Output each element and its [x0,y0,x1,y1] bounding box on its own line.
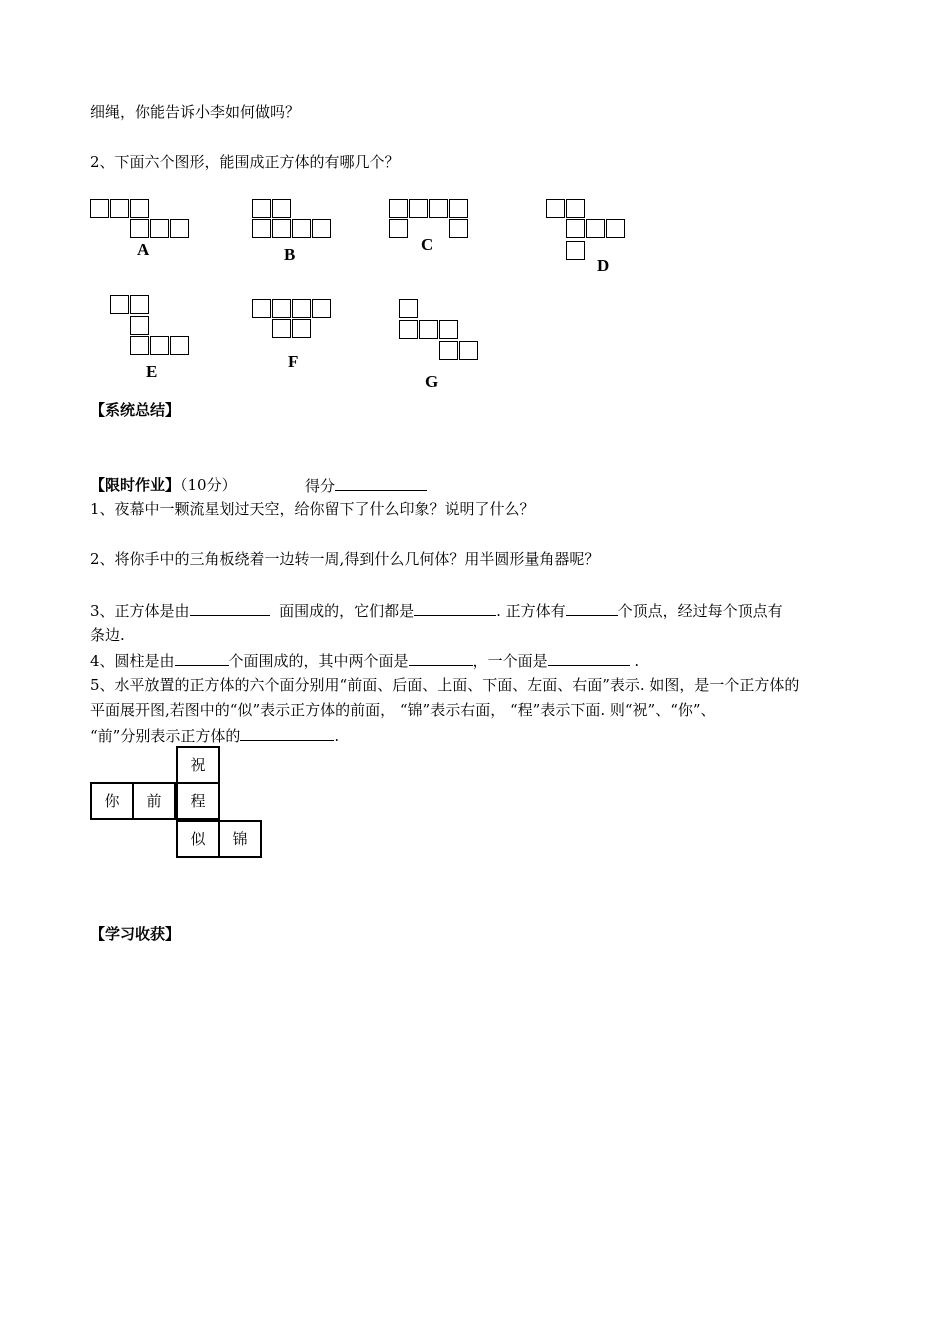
net-cell-qian: 前 [132,782,176,820]
figure-b-label: B [284,245,296,264]
figure-c-label: C [421,235,434,254]
hw3-part-a: 3、正方体是由 [90,602,190,620]
net-cell-ni: 你 [90,782,134,820]
homework-5-line-3 [90,725,339,746]
homework-time: （10分） [180,476,237,494]
hw3-blank-3[interactable] [566,600,618,616]
hw4-part-d: . [634,652,640,670]
homework-2-text: 2、将你手中的三角板绕着一边转一周,得到什么几何体？用半圆形量角器呢？ [90,550,600,568]
hw4-part-b: 个面围成的，其中两个面是 [228,652,409,670]
hw4-blank-1[interactable] [175,650,229,666]
homework-5-line-2: 平面展开图,若图中的“似”表示正方体的前面， “锦”表示右面， “程”表示下面. 则“祝”、“你”、 [90,701,716,719]
hw3-part-e: 条边. [90,626,125,644]
summary-heading: 【系统总结】 [90,401,181,419]
homework-1-text: 1、夜幕中一颗流星划过天空，给你留下了什么印象？说明了什么？ [90,500,535,518]
net-cell-cheng: 程 [176,782,220,820]
harvest-heading: 【学习收获】 [90,925,181,943]
figure-f-label: F [288,352,299,371]
net-cell-jin: 锦 [218,820,262,858]
intro-tail-text: 细绳，你能告诉小李如何做吗？ [90,103,301,121]
hw4-part-c: ，一个面是 [472,652,548,670]
figure-a-label: A [137,240,150,259]
hw3-blank-1[interactable] [190,600,270,616]
score-blank[interactable] [335,475,427,491]
figure-e-label: E [146,362,158,381]
homework-4-line [90,650,639,671]
net-cell-si: 似 [176,820,220,858]
score-label: 得分 [305,477,336,495]
net-cell-zhu: 祝 [176,746,220,784]
hw5-blank[interactable] [240,725,334,741]
figure-g-label: G [425,372,439,391]
score-field [305,475,427,496]
hw3-part-d: 个顶点，经过每个顶点有 [617,602,783,620]
hw3-part-b: 面围成的，它们都是 [279,602,415,620]
hw4-blank-2[interactable] [409,650,473,666]
hw3-blank-2[interactable] [414,600,496,616]
figure-d-label: D [597,256,610,275]
homework-5-line-1: 5、水平放置的正方体的六个面分别用“前面、后面、上面、下面、左面、右面”表示. 如图，是一个正方体的 [90,676,800,694]
hw5-part-b: . [334,727,340,745]
question-2-text: 2、下面六个图形，能围成正方体的有哪几个？ [90,153,400,171]
homework-title: 【限时作业】 [90,476,181,494]
homework-3-line [90,600,783,621]
homework-header [90,475,237,495]
hw5-part-a: “前”分别表示正方体的 [90,727,241,745]
hw4-part-a: 4、圆柱是由 [90,652,175,670]
hw3-part-c: . 正方体有 [496,602,566,620]
hw4-blank-3[interactable] [548,650,630,666]
